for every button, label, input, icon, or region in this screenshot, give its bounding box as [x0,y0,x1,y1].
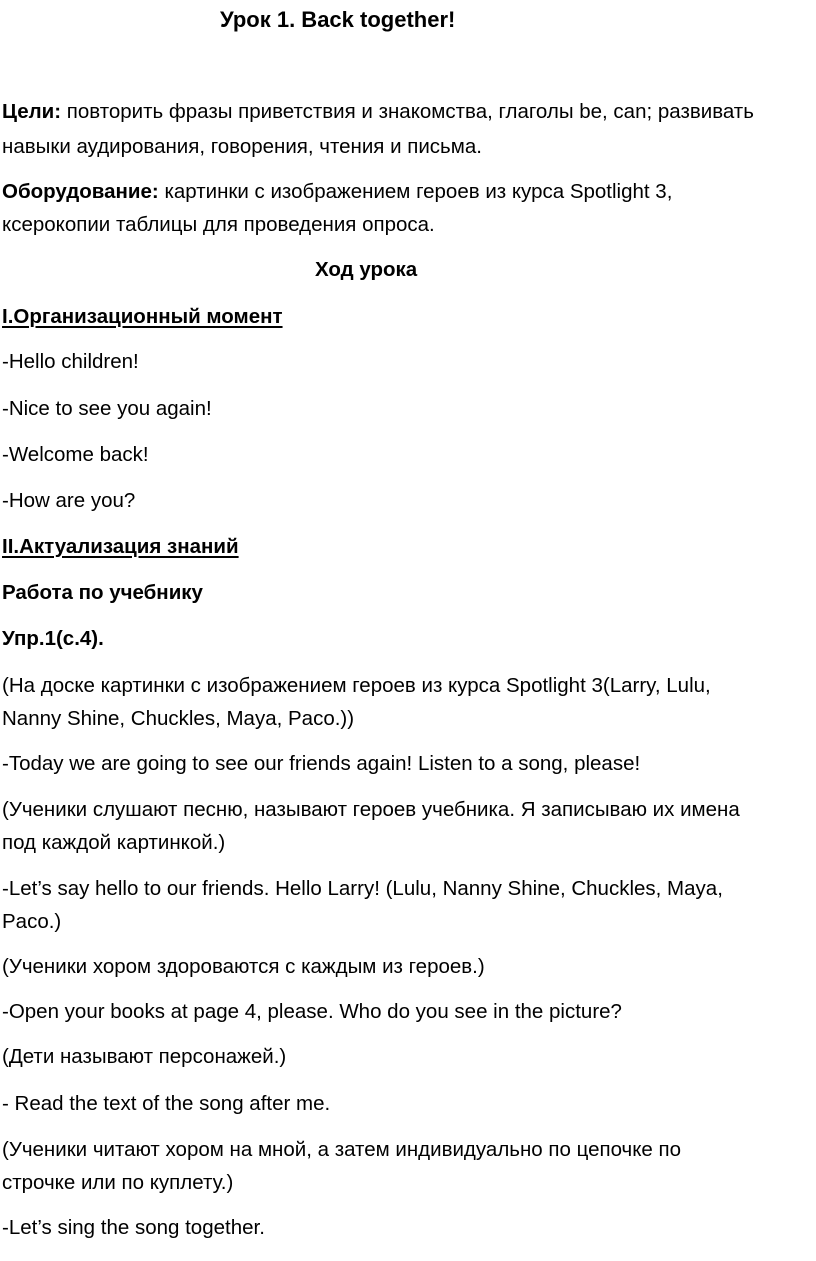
section2-subheading: Работа по учебнику [2,581,203,604]
equipment-text-1: картинки с изображением героев из курса Spotlight 3, [158,180,673,203]
document-title: Урок 1. Back together! [220,7,456,32]
section2-line: строчке или по куплету.) [2,1171,234,1194]
section1-heading: I.Организационный момент [2,305,283,328]
section2-line: (Ученики читают хором на мной, а затем индивидуально по цепочке по [2,1138,682,1161]
section2-heading: II.Актуализация знаний [2,535,239,558]
section1-line: -Welcome back! [2,443,149,466]
goals-line-1 [2,100,754,124]
section1-line: -How are you? [2,489,136,512]
goals-text-1: повторить фразы приветствия и знакомства, глаголы be, can; развивать [61,100,754,123]
equipment-label: Оборудование: [2,180,159,203]
section2-line: -Open your books at page 4, please. Who do you see in the picture? [2,1000,622,1023]
section2-line: Nanny Shine, Chuckles, Maya, Paco.)) [2,707,355,730]
exercise-label: Упр.1(с.4). [2,627,104,650]
section2-line: Paco.) [2,910,62,933]
section2-line: - Read the text of the song after me. [2,1092,331,1115]
section2-line: (Ученики хором здороваются с каждым из героев.) [2,955,485,978]
section2-line: (Дети называют персонажей.) [2,1045,287,1068]
section2-line: -Today we are going to see our friends again! Listen to a song, please! [2,752,641,775]
equipment-line-1 [2,180,672,204]
goals-text-2: навыки аудирования, говорения, чтения и письма. [2,135,482,158]
lesson-heading: Ход урока [315,258,418,281]
equipment-text-2: ксерокопии таблицы для проведения опроса. [2,213,435,236]
goals-label: Цели: [2,100,62,123]
section2-line: -Let’s sing the song together. [2,1216,265,1239]
section2-line: (Ученики слушают песню, называют героев учебника. Я записываю их имена [2,798,740,821]
section2-line: (На доске картинки с изображением героев из курса Spotlight 3(Larry, Lulu, [2,674,711,697]
section2-line: -Let’s say hello to our friends. Hello Larry! (Lulu, Nanny Shine, Chuckles, Maya, [2,877,723,900]
section1-line: -Nice to see you again! [2,397,212,420]
section2-line: под каждой картинкой.) [2,831,226,854]
section1-line: -Hello children! [2,350,139,373]
